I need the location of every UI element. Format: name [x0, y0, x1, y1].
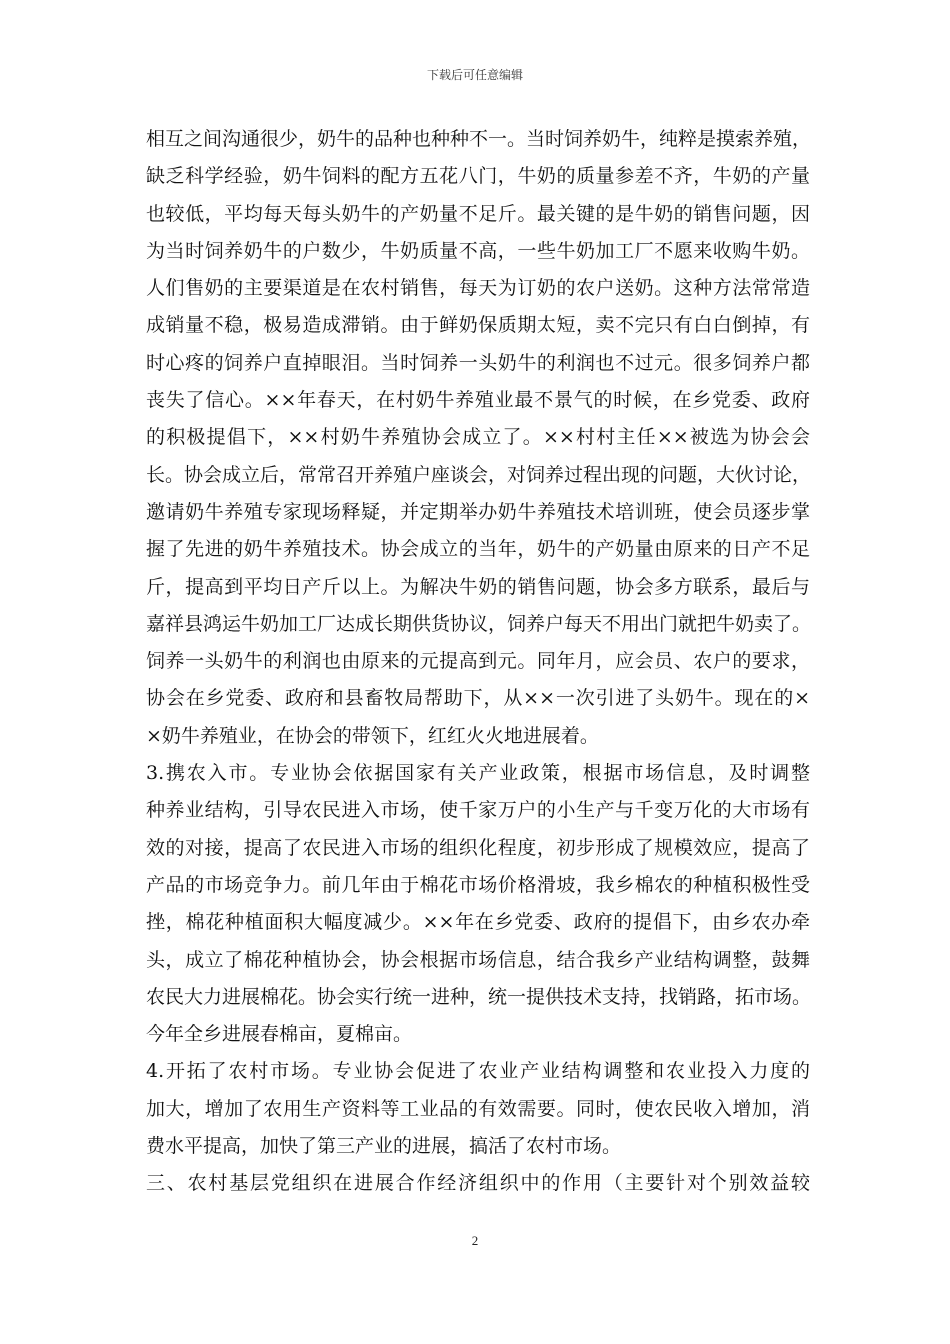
text-line: ×奶牛养殖业，在协会的带领下，红红火火地进展着。: [146, 724, 599, 747]
text-line: 长。协会成立后，常常召开养殖户座谈会，对饲养过程出现的问题，大伙讨论，: [146, 463, 812, 486]
text-line: 挫，棉花种植面积大幅度减少。××年在乡党委、政府的提倡下，由乡农办牵: [146, 911, 810, 934]
text-line: 嘉祥县鸿运牛奶加工厂达成长期供货协议，饲养户每天不用出门就把牛奶卖了。: [146, 612, 812, 635]
document-body: [146, 121, 810, 1203]
text-line: 3.携农入市。专业协会依据国家有关产业政策，根据市场信息，及时调整: [146, 762, 810, 785]
text-line: 饲养一头奶牛的利润也由原来的元提高到元。同年月，应会员、农户的要求，: [146, 650, 810, 673]
text-line: 协会在乡党委、政府和县畜牧局帮助下，从××一次引进了头奶牛。现在的×: [146, 687, 810, 710]
text-line: 的积极提倡下，××村奶牛养殖协会成立了。××村村主任××被选为协会会: [146, 426, 810, 449]
text-line: 4.开拓了农村市场。专业协会促进了农业产业结构调整和农业投入力度的: [146, 1060, 810, 1083]
text-line: 农民大力进展棉花。协会实行统一进种，统一提供技术支持，找销路，拓市场。: [146, 985, 812, 1008]
text-line: 斤，提高到平均日产斤以上。为解决牛奶的销售问题，协会多方联系，最后与: [146, 575, 810, 598]
text-line: 为当时饲养奶牛的户数少，牛奶质量不高，一些牛奶加工厂不愿来收购牛奶。: [146, 239, 810, 262]
text-line: 成销量不稳，极易造成滞销。由于鲜奶保质期太短，卖不完只有白白倒掉，有: [146, 314, 810, 337]
text-line: 今年全乡进展春棉亩，夏棉亩。: [146, 1023, 413, 1046]
text-line: 费水平提高，加快了第三产业的进展，搞活了农村市场。: [146, 1135, 622, 1158]
paragraph: [146, 121, 810, 755]
text-line: 头，成立了棉花种植协会，协会根据市场信息，结合我乡产业结构调整，鼓舞: [146, 948, 810, 971]
page-header: 下载后可任意编辑: [426, 68, 523, 82]
text-line: 人们售奶的主要渠道是在农村销售，每天为订奶的农户送奶。这种方法常常造: [146, 277, 810, 300]
page-number: 2: [471, 1233, 479, 1248]
text-line: 三、农村基层党组织在进展合作经济组织中的作用（主要针对个别效益较: [146, 1172, 810, 1195]
paragraph: [146, 755, 810, 1053]
text-line: 产品的市场竞争力。前几年由于棉花市场价格滑坡，我乡棉农的种植积极性受: [146, 873, 810, 896]
text-line: 时心疼的饲养户直掉眼泪。当时饲养一头奶牛的利润也不过元。很多饲养户都: [146, 351, 810, 374]
text-line: 种养业结构，引导农民进入市场，使千家万户的小生产与千变万化的大市场有: [146, 799, 810, 822]
text-line: 丧失了信心。××年春天，在村奶牛养殖业最不景气的时候，在乡党委、政府: [146, 389, 810, 412]
paragraph: [146, 1165, 810, 1202]
text-line: 相互之间沟通很少，奶牛的品种也种种不一。当时饲养奶牛，纯粹是摸索养殖，: [146, 128, 812, 150]
text-line: 缺乏科学经验，奶牛饲料的配方五花八门，牛奶的质量参差不齐，牛奶的产量: [146, 165, 810, 188]
text-line: 握了先进的奶牛养殖技术。协会成立的当年，奶牛的产奶量由原来的日产不足: [146, 538, 810, 561]
text-line: 邀请奶牛养殖专家现场释疑，并定期举办奶牛养殖技术培训班，使会员逐步掌: [146, 500, 810, 523]
text-line: 加大，增加了农用生产资料等工业品的有效需要。同时，使农民收入增加，消: [146, 1097, 810, 1120]
text-line: 也较低，平均每天每头奶牛的产奶量不足斤。最关键的是牛奶的销售问题，因: [146, 202, 810, 225]
text-line: 效的对接，提高了农民进入市场的组织化程度，初步形成了规模效应，提高了: [146, 836, 810, 859]
paragraph: [146, 1053, 810, 1165]
